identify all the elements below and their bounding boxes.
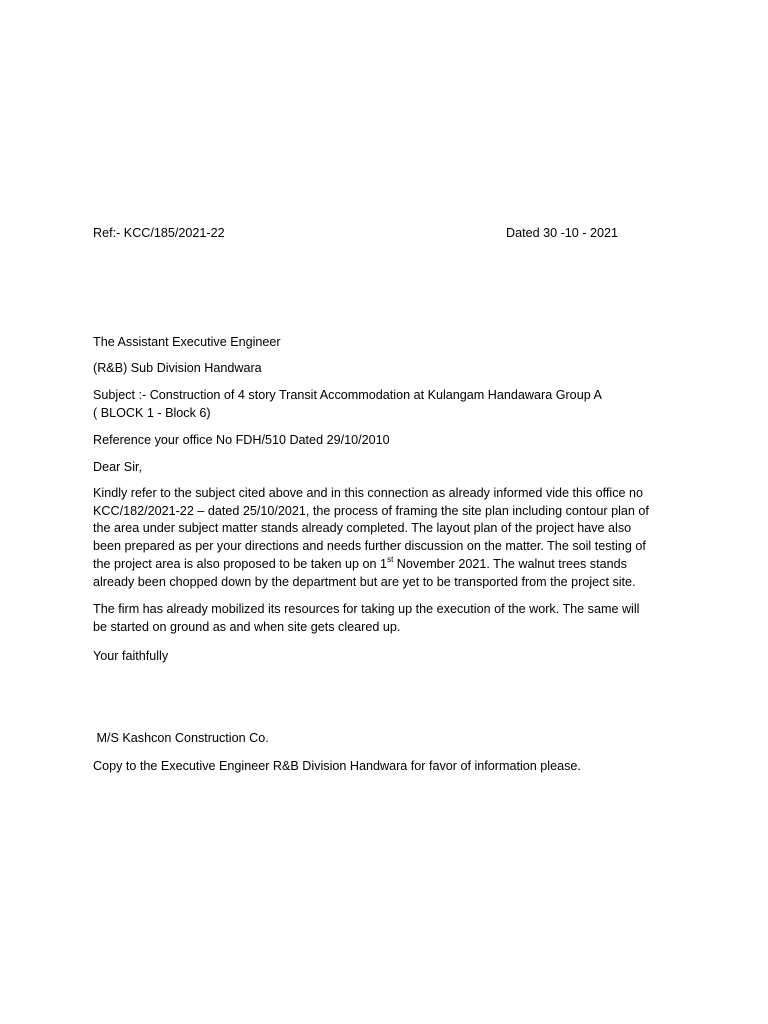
closing: Your faithfully [93,649,169,663]
body-line: the area under subject matter stands already completed. The layout plan of the project have also [93,521,632,536]
subject-line-2: ( BLOCK 1 - Block 6) [93,406,211,420]
body-line: The firm has already mobilized its resources for taking up the execution of the work. The same will [93,602,640,616]
reference-number: Ref:- KCC/185/2021-22 [93,226,225,240]
salutation: Dear Sir, [93,460,142,474]
copy-to: Copy to the Executive Engineer R&B Division Handwara for favor of information please. [93,759,581,773]
office-reference: Reference your office No FDH/510 Dated 29/10/2010 [93,433,390,447]
subject-line-1: Subject :- Construction of 4 story Transit Accommodation at Kulangam Handawara Group A [93,388,602,402]
recipient-office: (R&B) Sub Division Handwara [93,361,262,375]
body-line: be started on ground as and when site gets cleared up. [93,619,401,634]
ordinal-suffix: st [387,554,394,564]
body-line: KCC/182/2021-22 – dated 25/10/2021, the process of framing the site plan including contour plan of [93,503,649,518]
body-line [93,556,683,574]
body-text: November 2021. The walnut trees stands [393,556,627,571]
signatory: M/S Kashcon Construction Co. [93,731,269,745]
body-paragraph-2 [93,601,683,636]
body-line: Kindly refer to the subject cited above and in this connection as already informed vide this office no [93,486,644,500]
body-line: already been chopped down by the department but are yet to be transported from the project site. [93,574,636,589]
body-paragraph-1 [93,485,683,591]
letter-date: Dated 30 -10 - 2021 [506,226,619,240]
body-line: been prepared as per your directions and needs further discussion on the matter. The soil testing of [93,539,646,554]
recipient-title: The Assistant Executive Engineer [93,335,281,349]
body-text: the project area is also proposed to be taken up on 1 [93,556,388,571]
